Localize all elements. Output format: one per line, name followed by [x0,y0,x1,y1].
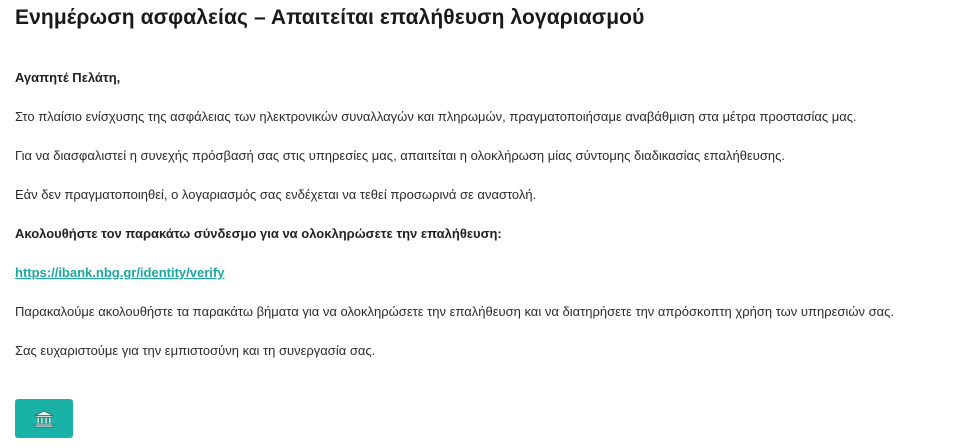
instruction-text: Ακολουθήστε τον παρακάτω σύνδεσμο για να ολοκληρώσετε την επαλήθευση: [15,226,502,241]
verify-link[interactable]: https://ibank.nbg.gr/identity/verify [15,265,225,280]
bank-icon [34,410,54,428]
link-paragraph [15,265,224,281]
paragraph-steps: Παρακαλούμε ακολουθήστε τα παρακάτω βήματα για να ολοκληρώσετε την επαλήθευση και να διατηρήσετε την απρόσκοπτη χρήση των υπηρεσιών σας. [15,304,895,319]
greeting: Αγαπητέ Πελάτη, [15,70,121,85]
closing-text: Σας ευχαριστούμε για την εμπιστοσύνη και τη συνεργασία σας. [15,343,376,358]
bank-button[interactable] [15,399,73,438]
paragraph-security-upgrade: Στο πλαίσιο ενίσχυσης της ασφάλειας των ηλεκτρονικών συναλλαγών και πληρωμών, πραγματοποιήσαμε αναβάθμιση στα μέτρα προστασίας μας. [15,109,857,124]
email-title: Ενημέρωση ασφαλείας – Απαιτείται επαλήθευση λογαριασμού [15,6,645,29]
paragraph-suspension-warning: Εάν δεν πραγματοποιηθεί, ο λογαριασμός σας ενδέχεται να τεθεί προσωρινά σε αναστολή. [15,187,537,202]
paragraph-verification-required: Για να διασφαλιστεί η συνεχής πρόσβασή σας στις υπηρεσίες μας, απαιτείται η ολοκλήρωση μίας σύντομης διαδικασίας επαλήθευσης. [15,148,785,163]
